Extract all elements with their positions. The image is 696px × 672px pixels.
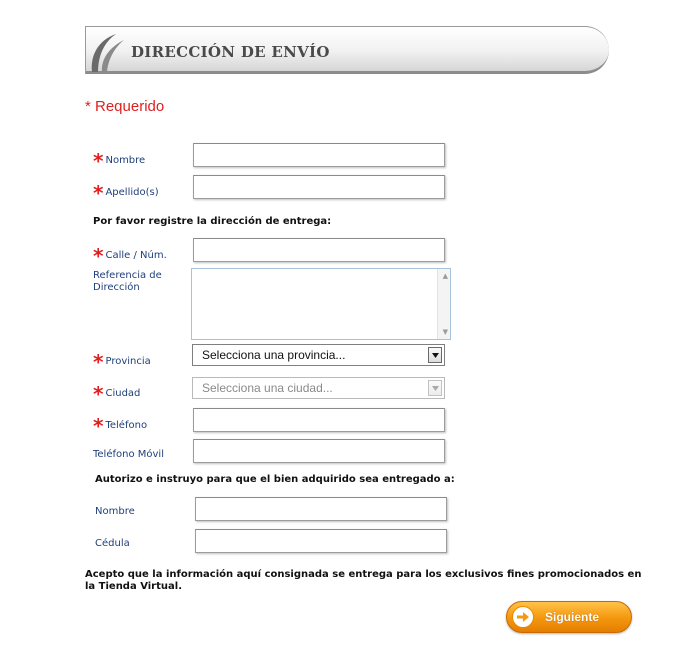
next-button-label: Siguiente [545,610,600,624]
telefono-movil-input[interactable] [194,440,444,462]
chevron-down-icon [432,353,439,358]
required-asterisk: * [93,382,104,406]
telefono-label: * Teléfono [93,414,148,438]
required-asterisk: * [93,244,104,268]
authorized-cedula-input[interactable] [196,530,446,552]
textarea-scrollbar[interactable] [437,269,450,339]
provincia-select[interactable] [192,344,445,366]
required-note: * Requerido [85,98,165,115]
consent-text: Acepto que la información aquí consignada se entrega para los exclusivos fines promocionados en la Tienda Virtual. [85,569,642,592]
calle-field[interactable] [193,238,445,262]
authorized-cedula-label: Cédula [95,538,130,549]
authorized-cedula-field[interactable] [195,529,447,553]
swoosh-logo-icon [86,30,130,74]
next-circle [512,606,534,628]
nombre-field[interactable] [193,143,445,167]
address-section-heading: Por favor registre la dirección de entrega: [93,216,332,227]
required-asterisk: * [93,149,104,173]
ciudad-select[interactable] [192,377,445,399]
telefono-input[interactable] [194,409,444,431]
nombre-label: * Nombre [93,149,146,173]
provincia-selected-value: Selecciona una provincia... [202,348,346,362]
ciudad-dropdown-button[interactable] [428,380,442,396]
chevron-down-icon [432,386,439,391]
calle-label: * Calle / Núm. [93,244,167,268]
next-button[interactable] [506,601,632,633]
ciudad-selected-value: Selecciona una ciudad... [202,381,333,395]
authorized-section-heading: Autorizo e instruyo para que el bien adquirido sea entregado a: [95,474,455,485]
page-title: DIRECCIÓN DE ENVÍO [131,43,330,61]
referencia-label: Referencia de Dirección [93,270,162,293]
arrow-right-icon [516,610,530,624]
apellidos-field[interactable] [193,175,445,199]
telefono-movil-field[interactable] [193,439,445,463]
ciudad-label: * Ciudad [93,382,141,406]
scroll-down-icon[interactable]: ▼ [442,328,448,336]
required-asterisk: * [93,181,104,205]
nombre-input[interactable] [194,144,444,166]
scroll-up-icon[interactable]: ▲ [442,272,448,280]
provincia-label: * Provincia [93,350,151,374]
authorized-nombre-label: Nombre [95,506,135,517]
apellidos-label: * Apellido(s) [93,181,159,205]
authorized-nombre-input[interactable] [196,498,446,520]
referencia-textarea[interactable] [191,268,451,340]
required-asterisk: * [93,414,104,438]
apellidos-input[interactable] [194,176,444,198]
provincia-dropdown-button[interactable] [428,347,442,363]
required-asterisk: * [93,350,104,374]
telefono-movil-label: Teléfono Móvil [93,449,164,460]
calle-input[interactable] [194,239,444,261]
authorized-nombre-field[interactable] [195,497,447,521]
telefono-field[interactable] [193,408,445,432]
